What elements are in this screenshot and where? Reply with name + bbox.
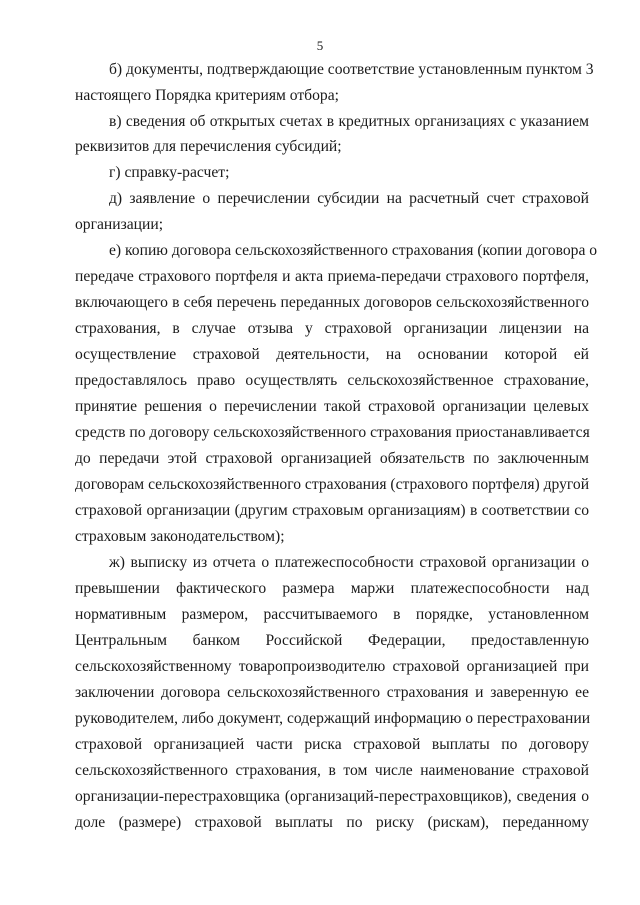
text-line: руководителем, либо документ, содержащий информацию о перестраховании xyxy=(75,710,591,727)
text-line: страховой организацией части риска страховой выплаты по договору xyxy=(75,736,589,753)
text-line: г) справку-расчет; xyxy=(109,164,230,181)
text-line: е) копию договора сельскохозяйственного страхования (копии договора о xyxy=(109,242,598,259)
text-line: б) документы, подтверждающие соответствие установленным пунктом 3 xyxy=(109,61,594,78)
text-line: превышении фактического размера маржи платежеспособности над xyxy=(75,580,589,597)
text-line: страховой организации (другим страховым организациям) в соответствии со xyxy=(75,502,589,519)
text-line: передаче страхового портфеля и акта приема-передачи страхового портфеля, xyxy=(75,268,589,285)
text-line: реквизитов для перечисления субсидий; xyxy=(75,138,342,155)
text-line: д) заявление о перечислении субсидии на расчетный счет страховой xyxy=(109,190,589,207)
text-line: включающего в себя перечень переданных договоров сельскохозяйственного xyxy=(75,294,589,311)
text-line: принятие решения о перечислении такой страховой организации целевых xyxy=(75,398,589,415)
text-line: до передачи этой страховой организацией обязательств по заключенным xyxy=(75,450,589,467)
text-line: страхования, в случае отзыва у страховой организации лицензии на xyxy=(75,320,589,337)
page-number: 5 xyxy=(316,38,324,53)
text-line: сельскохозяйственного страхования, в том числе наименование страховой xyxy=(75,762,589,779)
text-line: организации-перестраховщика (организаций-перестраховщиков), сведения о xyxy=(75,788,589,805)
text-line: в) сведения об открытых счетах в кредитных организациях с указанием xyxy=(109,113,589,130)
text-line: осуществление страховой деятельности, на основании которой ей xyxy=(75,346,589,363)
text-line: ж) выписку из отчета о платежеспособности страховой организации о xyxy=(109,554,589,571)
text-line: доле (размере) страховой выплаты по риску (рискам), переданному xyxy=(75,814,589,831)
text-line: заключении договора сельскохозяйственного страхования и заверенную ее xyxy=(75,684,589,701)
text-line: предоставлялось право осуществлять сельскохозяйственное страхование, xyxy=(75,372,589,389)
text-line: организации; xyxy=(75,216,164,233)
text-line: Центральным банком Российской Федерации, предоставленную xyxy=(75,632,589,649)
text-line: средств по договору сельскохозяйственного страхования приостанавливается xyxy=(75,424,590,441)
text-line: договорам сельскохозяйственного страхования (страхового портфеля) другой xyxy=(75,476,590,493)
text-line: настоящего Порядка критериям отбора; xyxy=(75,87,339,104)
text-line: сельскохозяйственному товаропроизводителю страховой организацией при xyxy=(75,658,589,675)
text-line: страховым законодательством); xyxy=(75,528,285,545)
text-line: нормативным размером, рассчитываемого в порядке, установленном xyxy=(75,606,589,623)
